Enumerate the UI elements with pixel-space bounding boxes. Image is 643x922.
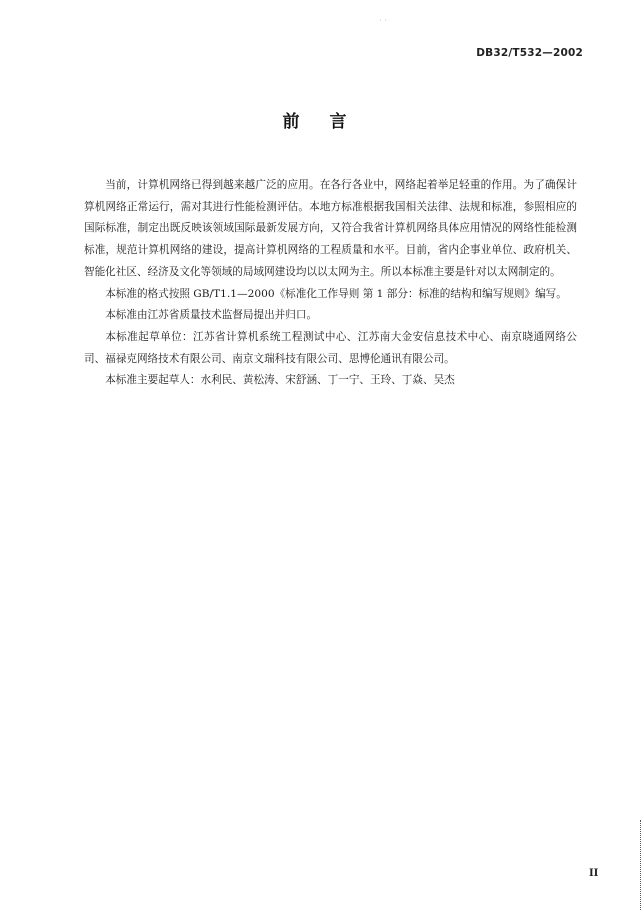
scan-edge-decoration [637,820,641,910]
foreword-body [84,175,577,392]
scan-mark: ˙ ˙ [379,20,387,27]
paragraph-drafters: 本标准主要起草人：水利民、黄松涛、宋舒涵、丁一宁、王玲、丁焱、吴杰 [105,374,455,387]
paragraph-background: 当前，计算机网络已得到越来越广泛的应用。在各行各业中，网络起着举足轻重的作用。为了确保计算机网络正常运行，需对其进行性能检测评估。本地方标准根据我国相关法律、法规和标准，参照相应的国际标准，制定出既反映该领域国际最新发展方向，又符合我省计算机网络具体应用情况的网络性能检测标准，规范计算机网络的建设，提高计算机网络的工程质量和水平。目前，省内企事业单位、政府机关、智能化社区、经济及文化等领域的局域网建设均以以太网为主。所以本标准主要是针对以太网制定的。 [84,179,577,278]
paragraph-format: 本标准的格式按照 GB/T1.1—2000《标准化工作导则 第 1 部分：标准的结构和编写规则》编写。 [105,287,567,300]
page-title: 前言 [282,112,377,132]
document-code: DB32/T532—2002 [476,47,583,59]
paragraph-drafting-units: 本标准起草单位：江苏省计算机系统工程测试中心、江苏南大金安信息技术中心、南京晓通网络公司、福禄克网络技术有限公司、南京文瑞科技有限公司、思博伦通讯有限公司。 [84,330,577,365]
page-number: II [589,868,599,879]
paragraph-proposer: 本标准由江苏省质量技术监督局提出并归口。 [105,309,318,322]
